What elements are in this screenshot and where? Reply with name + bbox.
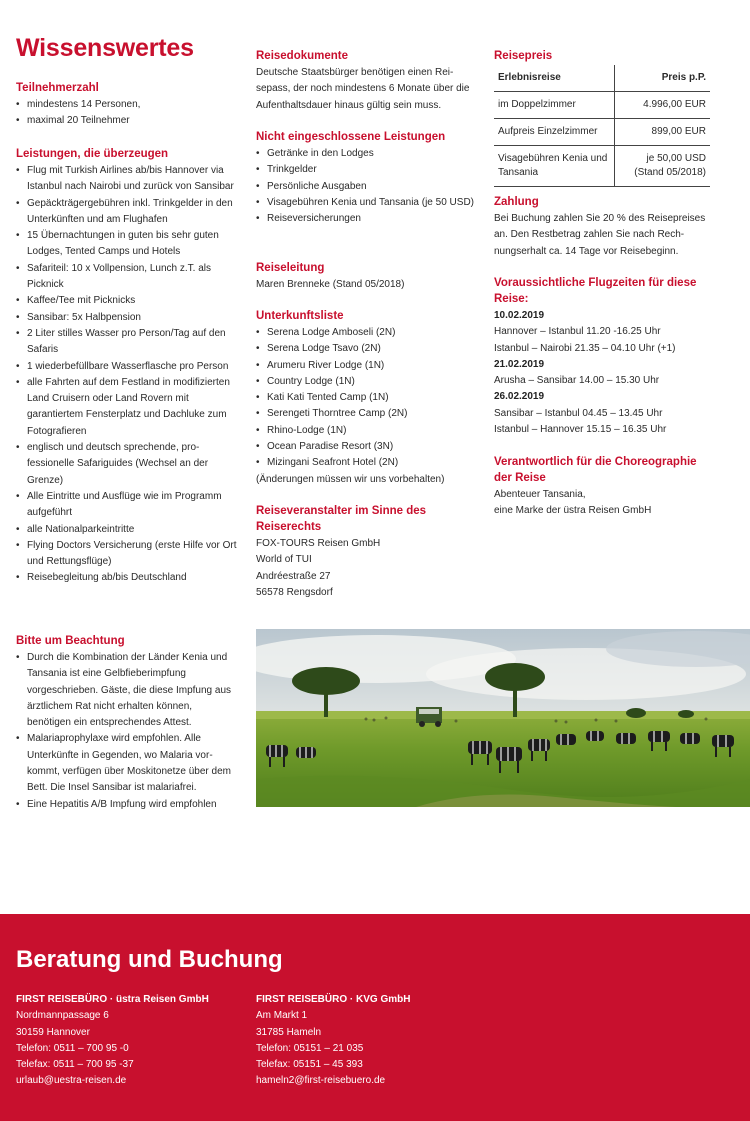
zahlung-text: Bei Buchung zahlen Sie 20 % des Reisepreises an. Den Restbetrag zahlen Sie nach Rechnungserhalt ca. 14 Tage vor Reisebeginn. — [494, 213, 706, 257]
choreographie-line: Abenteuer Tansania, — [494, 489, 586, 500]
list-item: • Kati Kati Tented Camp (1N) — [256, 390, 478, 406]
unterkunft-list — [256, 325, 478, 472]
list-item: • Mizingani Seafront Hotel (2N) — [256, 455, 478, 471]
list-item: • Malariaprophylaxe wird empfohlen. Alle Unterkünfte in Gegenden, wo Malaria vorkommt, verfügen über Moskitonetze über dem Bett. Die Insel Sansibar ist malariafrei. — [16, 731, 238, 796]
list-item: • Visagebühren Kenia und Tansania (je 50 USD) — [256, 195, 478, 211]
footer — [0, 914, 750, 1121]
leistungen-section — [16, 146, 238, 587]
flight-date: 10.02.2019 — [494, 310, 545, 321]
list-item: • Sansibar: 5x Halbpension — [16, 310, 238, 326]
veranstalter-line: Andréestraße 27 — [256, 570, 331, 582]
choreographie-line: eine Marke der üstra Reisen GmbH — [494, 505, 652, 517]
office-phone[interactable]: Telefon: 0511 – 700 95 -0 — [16, 1042, 129, 1054]
list-item: • Gepäckträgergebühren inkl. Trinkgelder in den Unterkünften und am Flughafen — [16, 196, 238, 229]
unterkunft-heading: Unterkunftsliste — [256, 310, 344, 322]
office-phone[interactable]: Telefon: 05151 – 21 035 — [256, 1042, 364, 1054]
nicht-eingeschlossen-section — [256, 129, 478, 227]
flight-date: 26.02.2019 — [494, 391, 545, 403]
table-cell: 4.996,00 EUR — [614, 92, 710, 119]
office-1 — [16, 992, 246, 1090]
table-header-cell: Preis p.P. — [614, 65, 710, 92]
list-item: • Flug mit Turkish Airlines ab/bis Hannover via Istanbul nach Nairobi und zurück von Sansibar — [16, 163, 238, 196]
table-row — [494, 146, 710, 187]
zahlung-section — [494, 194, 716, 260]
flight-line: Hannover – Istanbul 11.20 -16.25 Uhr — [494, 326, 661, 338]
list-item: • Flying Doctors Versicherung (erste Hilfe vor Ort und Rettungsflüge) — [16, 538, 238, 571]
veranstalter-heading: Reiseveranstalter im Sinne des Reiserechts — [256, 505, 427, 533]
table-cell: 899,00 EUR — [614, 119, 710, 146]
list-item: • mindestens 14 Personen, — [16, 97, 238, 113]
veranstalter-line: FOX-TOURS Reisen GmbH — [256, 538, 381, 549]
list-item: • Alle Eintritte und Ausflüge wie im Programm aufgeführt — [16, 489, 238, 522]
leistungen-heading: Leistungen, die überzeugen — [16, 148, 169, 160]
beachtung-list — [16, 650, 238, 813]
choreographie-heading: Verantwortlich für die Choreographie der Reise — [494, 456, 697, 484]
list-item: • Country Lodge (1N) — [256, 374, 478, 390]
list-item: • Persönliche Ausgaben — [256, 179, 478, 195]
office-fax: Telefax: 05151 – 45 393 — [256, 1059, 363, 1071]
flight-date: 21.02.2019 — [494, 358, 545, 370]
nicht-eingeschlossen-list — [256, 146, 478, 227]
teilnehmer-heading: Teilnehmerzahl — [16, 82, 99, 94]
list-item: • Safariteil: 10 x Vollpension, Lunch z.T. als Picknick — [16, 261, 238, 294]
safari-photo — [256, 629, 750, 807]
list-item: • Eine Hepatitis A/B Impfung wird empfohlen — [16, 797, 238, 813]
table-header-row — [494, 65, 710, 92]
beachtung-section — [16, 633, 238, 813]
beachtung-heading: Bitte um Beachtung — [16, 635, 125, 647]
list-item: • alle Fahrten auf dem Festland in modifizierten Land Cruisern oder Land Rovern mit garantiertem Fensterplatz und Dachluke zum Fotografieren — [16, 375, 238, 440]
footer-title: Beratung und Buchung — [16, 946, 283, 973]
leistungen-list — [16, 163, 238, 587]
office-email-link[interactable]: hameln2@first-reisebuero.de — [256, 1075, 386, 1087]
table-cell: im Doppelzimmer — [494, 92, 614, 119]
reisedokumente-text: Deutsche Staatsbürger benötigen einen Reisepass, der noch mindestens 6 Monate über die Aufenthaltsdauer hinaus gültig sein muss. — [256, 67, 470, 111]
reisedokumente-heading: Reisedokumente — [256, 50, 349, 62]
list-item: • Trinkgelder — [256, 162, 478, 178]
office-name: FIRST REISEBÜRO · üstra Reisen GmbH — [16, 994, 209, 1005]
choreographie-section — [494, 454, 716, 520]
reisedokumente-section — [256, 48, 478, 114]
reiseleitung-section — [256, 260, 478, 293]
list-item: • Serengeti Thorntree Camp (2N) — [256, 406, 478, 422]
table-row — [494, 119, 710, 146]
office-email-link[interactable]: urlaub@uestra-reisen.de — [16, 1075, 127, 1087]
teilnehmer-section — [16, 80, 238, 130]
list-item: • 1 wiederbefüllbare Wasserflasche pro Person — [16, 359, 238, 375]
list-item: • Serena Lodge Amboseli (2N) — [256, 325, 478, 341]
reisepreis-heading: Reisepreis — [494, 50, 553, 62]
flight-line: Arusha – Sansibar 14.00 – 15.30 Uhr — [494, 375, 660, 387]
price-table — [494, 65, 710, 187]
flight-line: Sansibar – Istanbul 04.45 – 13.45 Uhr — [494, 407, 663, 419]
list-item: • englisch und deutsch sprechende, professionelle Safariguides (Wechsel an der Grenze) — [16, 440, 238, 489]
office-street: Nordmannpassage 6 — [16, 1010, 109, 1022]
table-row — [494, 92, 710, 119]
page-title: Wissenswertes — [16, 34, 194, 62]
table-cell: Aufpreis Einzelzimmer — [494, 119, 614, 146]
veranstalter-line: 56578 Rengsdorf — [256, 586, 333, 598]
zahlung-heading: Zahlung — [494, 196, 539, 208]
list-item: • 15 Übernachtungen in guten bis sehr guten Lodges, Tented Camps und Hotels — [16, 228, 238, 261]
veranstalter-line: World of TUI — [256, 554, 312, 566]
table-cell: je 50,00 USD (Stand 05/2018) — [614, 146, 710, 187]
office-fax: Telefax: 0511 – 700 95 -37 — [16, 1059, 134, 1071]
nicht-eingeschlossen-heading: Nicht eingeschlossene Leistungen — [256, 131, 446, 143]
office-city: 30159 Hannover — [16, 1026, 90, 1038]
list-item: • Serena Lodge Tsavo (2N) — [256, 341, 478, 357]
unterkunft-section — [256, 308, 478, 488]
flight-line: Istanbul – Hannover 15.15 – 16.35 Uhr — [494, 424, 667, 436]
table-cell: Visagebühren Kenia und Tansania — [494, 146, 614, 187]
list-item: • Arumeru River Lodge (1N) — [256, 358, 478, 374]
list-item: • Rhino-Lodge (1N) — [256, 423, 478, 439]
office-name: FIRST REISEBÜRO · KVG GmbH — [256, 994, 411, 1005]
reisepreis-section — [494, 48, 716, 187]
list-item: • Kaffee/Tee mit Picknicks — [16, 293, 238, 309]
teilnehmer-list — [16, 97, 238, 130]
list-item: • Ocean Paradise Resort (3N) — [256, 439, 478, 455]
list-item: • Reiseversicherungen — [256, 211, 478, 227]
unterkunft-note: (Änderungen müssen wir uns vorbehalten) — [256, 473, 445, 485]
table-header-cell: Erlebnisreise — [494, 65, 614, 92]
list-item: • alle Nationalparkeintritte — [16, 522, 238, 538]
office-street: Am Markt 1 — [256, 1010, 308, 1022]
flight-line: Istanbul – Nairobi 21.35 – 04.10 Uhr (+1) — [494, 342, 676, 354]
flugzeiten-section — [494, 275, 716, 438]
reiseleitung-heading: Reiseleitung — [256, 262, 325, 274]
office-2 — [256, 992, 486, 1090]
list-item: • Durch die Kombination der Länder Kenia und Tansania ist eine Gelbfieberimpfung vorgeschrieben. Gäste, die diese Impfung aus ärztlichem Rat nicht erhalten können, benötigen ein entsprechendes Attest. — [16, 650, 238, 731]
reiseleitung-text: Maren Brenneke (Stand 05/2018) — [256, 279, 405, 290]
list-item: • Reisebegleitung ab/bis Deutschland — [16, 570, 238, 586]
list-item: • Getränke in den Lodges — [256, 146, 478, 162]
list-item: • maximal 20 Teilnehmer — [16, 113, 238, 129]
office-city: 31785 Hameln — [256, 1026, 322, 1038]
veranstalter-section — [256, 503, 478, 601]
flugzeiten-heading: Voraussichtliche Flugzeiten für diese Reise: — [494, 277, 697, 305]
list-item: • 2 Liter stilles Wasser pro Person/Tag auf den Safaris — [16, 326, 238, 359]
